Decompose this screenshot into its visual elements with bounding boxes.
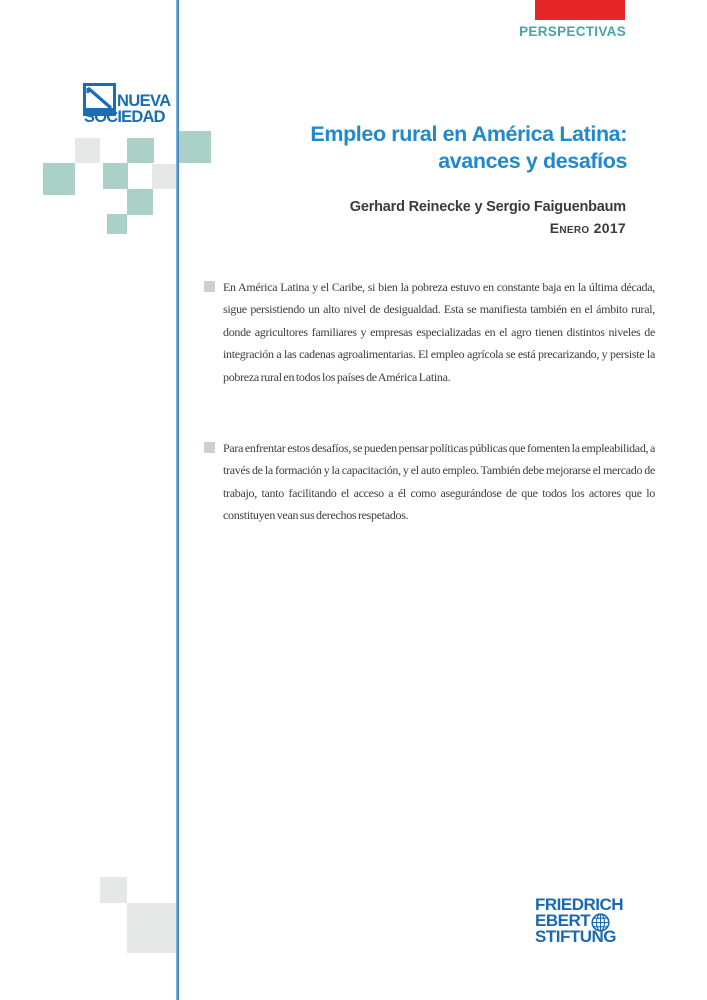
page-title-line2: avances y desafíos [438, 148, 627, 173]
abstract-paragraph-text: En América Latina y el Caribe, si bien la pobreza estuvo en constante baja en la última década, sigue persistiendo un alto nivel de desigualdad. Esta se manifiesta también en el ámbito rural, donde agricultores familiares y empresas especializadas en el agro tienen distintos niveles de integración a las cadenas agroalimentarias. El empleo agrícola se está precarizando, y persiste la pobreza rural en todos los países de América Latina. [223, 280, 655, 384]
publication-date: Enero 2017 [549, 220, 626, 236]
fes-logo-line1: FRIEDRICH [535, 895, 624, 914]
page-title-line1: Empleo rural en América Latina: [310, 122, 627, 146]
square-bullet-icon [204, 281, 215, 292]
abstract-paragraph-text: Para enfrentar estos desafíos, se pueden pensar políticas públicas que fomenten la empleabilidad, a través de la formación y la capacitación, y el auto empleo. También debe mejorarse el mercado de trabajo, tanto facilitando el acceso a él como asegurándose de que todos los actores que lo constituyen vean sus derechos respetados. [223, 441, 655, 523]
decor-square [103, 163, 128, 189]
publisher-name-line1: NUEVA [117, 92, 171, 110]
fes-logo-line2: EBERT [535, 913, 623, 929]
page-title [147, 121, 627, 174]
header-red-bar [535, 0, 625, 20]
series-label: PERSPECTIVAS [519, 24, 626, 39]
decor-square [127, 903, 176, 953]
decor-square [100, 877, 127, 903]
abstract-paragraph [204, 276, 655, 388]
decor-square [43, 163, 75, 195]
fes-logo-line3: STIFTUNG [535, 927, 616, 946]
publisher-name-line2: SOCIEDAD [84, 108, 165, 126]
decor-square [75, 138, 100, 163]
authors: Gerhard Reinecke y Sergio Faiguenbaum [349, 199, 626, 215]
decor-square [107, 214, 127, 234]
friedrich-ebert-stiftung-logo [535, 897, 623, 945]
abstract-paragraph [204, 437, 655, 527]
square-bullet-icon [204, 442, 215, 453]
